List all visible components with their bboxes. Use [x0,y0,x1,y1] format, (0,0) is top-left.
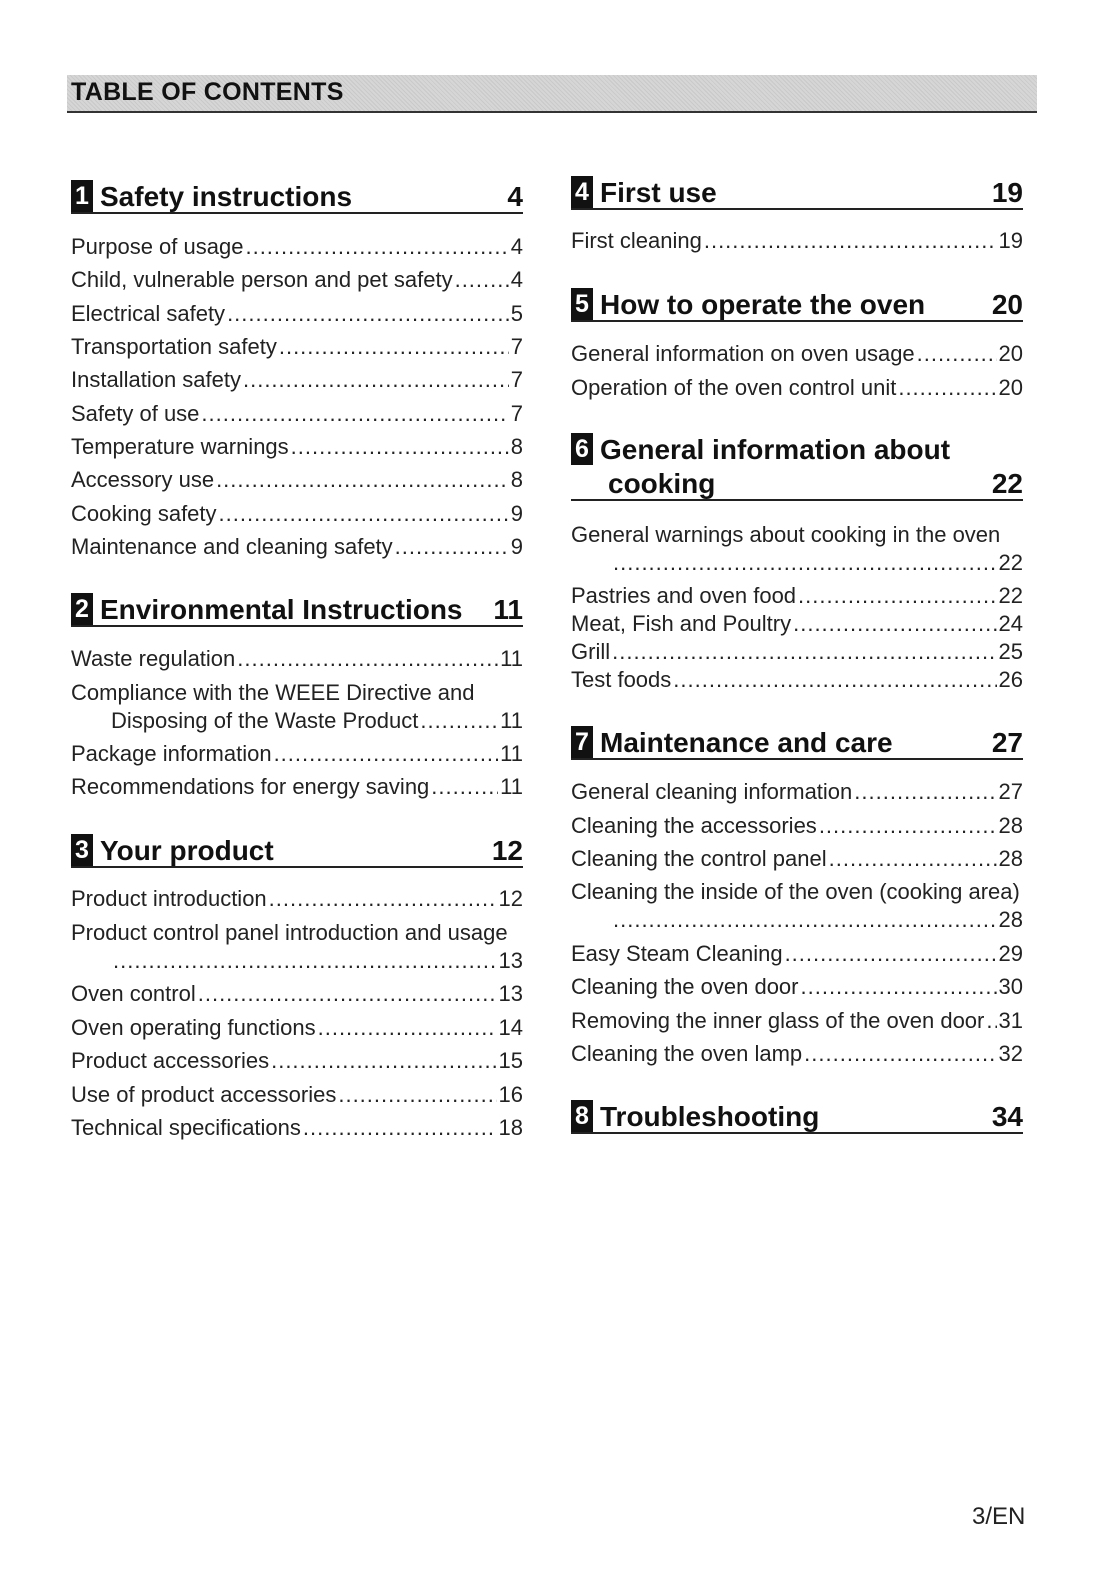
dot-leader [801,973,997,1001]
toc-entry-label: Installation safety [71,367,241,392]
toc-entry-label: Transportation safety [71,334,277,359]
section-number-badge: 8 [571,1100,593,1132]
dot-leader [245,233,508,261]
dot-leader [201,400,508,428]
toc-entry-label: Cooking safety [71,501,217,526]
toc-entry-page: 7 [510,401,523,426]
section-page-number: 22 [991,468,1023,499]
section-number-badge: 1 [71,180,93,212]
toc-entry-row [571,778,1023,806]
toc-entry-row [71,333,523,361]
toc-entry-label: First cleaning [571,228,702,253]
toc-entry-label: Cleaning the oven lamp [571,1041,803,1066]
toc-entry-page: 5 [510,301,523,326]
toc-entry-row [71,980,523,1008]
toc-entry-page: 28 [998,846,1023,871]
toc-entry-row [571,906,1023,934]
toc-entry[interactable] [571,521,1023,577]
section-number-badge: 7 [571,726,593,758]
dot-leader [113,947,497,975]
section-page-number: 19 [991,177,1023,208]
toc-entry-label: Easy Steam Cleaning [571,941,783,966]
toc-entry-row [571,227,1023,255]
toc-entry-label-line1: Cleaning the inside of the oven (cooking area) [571,879,1020,904]
toc-entry-row [71,773,523,801]
toc-entry-page: 22 [998,550,1023,575]
dot-leader [303,1114,497,1142]
toc-entry-row [571,845,1023,873]
section-page-number: 11 [493,594,523,625]
toc-entry-page: 7 [510,367,523,392]
toc-entry-page: 27 [998,779,1023,804]
toc-entry-page: 9 [510,534,523,559]
toc-entry-page: 11 [500,646,523,671]
dot-leader [237,645,498,673]
dot-leader [216,466,509,494]
toc-entry[interactable] [71,773,523,801]
dot-leader [291,433,509,461]
toc-entry-row [571,812,1023,840]
toc-entry[interactable] [571,878,1023,934]
toc-entry-page: 31 [998,1008,1023,1033]
section-number-badge: 2 [71,593,93,625]
toc-entry-row [71,1014,523,1042]
dot-leader [793,610,996,638]
toc-entry[interactable] [571,227,1023,255]
toc-entry-label: Pastries and oven food [571,583,797,608]
toc-entry-label: General cleaning information [571,779,853,804]
toc-entry[interactable] [71,433,523,461]
toc-entry-label: Test foods [571,667,672,692]
toc-entry-page: 12 [498,886,523,911]
toc-entry-row [71,433,523,461]
toc-entry[interactable] [71,885,523,913]
dot-leader [819,812,997,840]
toc-entry[interactable] [71,679,523,735]
toc-entry-label: Removing the inner glass of the oven door [571,1008,985,1033]
toc-entry[interactable] [571,1040,1023,1068]
toc-entry-row [71,400,523,428]
dot-leader [395,533,509,561]
section-heading-line2 [571,469,1023,499]
toc-entry-row [71,645,523,673]
toc-entry-label: Safety of use [71,401,200,426]
toc-entry[interactable] [71,366,523,394]
toc-entry-page: 28 [998,813,1023,838]
toc-entry-label: Accessory use [71,467,215,492]
section-number-badge: 5 [571,288,593,320]
section-heading[interactable] [571,433,1023,501]
section-title: Maintenance and care [600,727,893,758]
toc-entry-page: 4 [510,267,523,292]
toc-entry-page: 8 [510,467,523,492]
toc-entry-page: 24 [998,611,1023,636]
toc-entry-page: 32 [998,1041,1023,1066]
dot-leader [431,773,498,801]
section-title: How to operate the oven [600,289,926,320]
toc-entry-page: 16 [498,1082,523,1107]
section-heading[interactable] [571,726,1023,760]
toc-entry[interactable] [71,1081,523,1109]
toc-entry-page: 11 [500,708,523,733]
toc-title: TABLE OF CONTENTS [71,78,344,106]
toc-entry[interactable] [71,919,523,975]
toc-entry-page: 25 [998,639,1023,664]
toc-entry-row [71,466,523,494]
section-title: Your product [100,835,274,866]
toc-header-bar [67,75,1037,113]
toc-entry-row [571,1040,1023,1068]
dot-leader [829,845,997,873]
toc-entry-label: Child, vulnerable person and pet safety [71,267,453,292]
toc-entry[interactable] [571,845,1023,873]
toc-entry-label: Recommendations for energy saving [71,774,430,799]
toc-entry-row [71,266,523,294]
section-heading[interactable] [571,176,1023,210]
toc-entry-row [571,638,1023,666]
toc-entry[interactable] [571,778,1023,806]
toc-entry-row [571,666,1023,694]
toc-entry-page: 18 [498,1115,523,1140]
toc-entry[interactable] [71,740,523,768]
toc-entry-page: 13 [498,981,523,1006]
section-title: First use [600,177,717,208]
toc-entry[interactable] [571,610,1023,638]
section-page-number: 20 [991,289,1023,320]
toc-entry-page: 22 [998,583,1023,608]
dot-leader [271,1047,496,1075]
dot-leader [227,300,509,328]
toc-entry-label: Package information [71,741,272,766]
toc-entry-page: 11 [500,741,523,766]
toc-entry[interactable] [71,533,523,561]
toc-entry-row [71,233,523,261]
toc-entry[interactable] [71,300,523,328]
toc-entry-row [571,374,1023,402]
dot-leader [269,885,497,913]
section-title: Troubleshooting [600,1101,820,1132]
dot-leader [673,666,996,694]
toc-entry-page: 29 [998,941,1023,966]
toc-entry[interactable] [571,374,1023,402]
toc-entry-page: 26 [998,667,1023,692]
toc-entry-row [571,973,1023,1001]
toc-entry-label: Cleaning the accessories [571,813,817,838]
toc-entry-label: Use of product accessories [71,1082,337,1107]
toc-entry-page: 20 [998,375,1023,400]
toc-entry[interactable] [71,980,523,1008]
toc-entry[interactable] [571,666,1023,694]
toc-entry-row [571,582,1023,610]
section-page-number: 4 [507,181,523,212]
section-heading[interactable] [71,180,523,214]
toc-entry-label: Waste regulation [71,646,236,671]
toc-entry-label: Temperature warnings [71,434,289,459]
toc-entry-page: 9 [510,501,523,526]
dot-leader [219,500,509,528]
section-title-line2: cooking [608,468,716,499]
toc-entry-label: Technical specifications [71,1115,301,1140]
toc-entry-row [71,1081,523,1109]
toc-entry-page: 4 [510,234,523,259]
toc-entry-label: Product introduction [71,886,267,911]
toc-entry[interactable] [71,266,523,294]
dot-leader [279,333,509,361]
toc-entry-label: General information on oven usage [571,341,915,366]
dot-leader [704,227,997,255]
toc-entry-page: 20 [998,341,1023,366]
section-title: Environmental Instructions [100,594,463,625]
toc-entry[interactable] [71,400,523,428]
dot-leader [318,1014,497,1042]
section-heading[interactable] [571,1100,1023,1134]
dot-leader [198,980,497,1008]
toc-entry[interactable] [71,1014,523,1042]
dot-leader [613,549,997,577]
toc-entry-label: Purpose of usage [71,234,244,259]
toc-entry[interactable] [71,500,523,528]
dot-leader [804,1040,996,1068]
toc-entry-row [71,1047,523,1075]
toc-entry-label: Operation of the oven control unit [571,375,897,400]
toc-entry-page: 13 [498,948,523,973]
toc-entry[interactable] [571,940,1023,968]
toc-entry-row [571,1007,1023,1035]
section-page-number: 34 [991,1101,1023,1132]
section-number-badge: 4 [571,176,593,208]
toc-entry-row [71,707,523,735]
dot-leader [613,906,997,934]
toc-entry-label: Disposing of the Waste Product [111,708,419,733]
section-title: Safety instructions [100,181,353,212]
dot-leader [798,582,996,610]
toc-entry-row [71,885,523,913]
toc-entry-page: 30 [998,974,1023,999]
toc-entry-page: 7 [510,334,523,359]
toc-entry-page: 8 [510,434,523,459]
toc-entry[interactable] [571,973,1023,1001]
toc-entry[interactable] [71,466,523,494]
section-heading[interactable] [71,834,523,868]
dot-leader [785,940,997,968]
section-number-badge: 6 [571,433,593,465]
toc-entry-page: 14 [498,1015,523,1040]
toc-entry[interactable] [571,638,1023,666]
section-heading-line1 [571,433,1023,465]
toc-entry-label-line1: Product control panel introduction and usage [71,920,508,945]
toc-entry[interactable] [71,645,523,673]
toc-entry-row [571,549,1023,577]
toc-entry[interactable] [571,582,1023,610]
section-heading[interactable] [71,593,523,627]
toc-entry-row [571,610,1023,638]
toc-entry-label-line1: General warnings about cooking in the oven [571,522,1001,547]
toc-entry-row [71,740,523,768]
toc-entry[interactable] [71,333,523,361]
dot-leader [274,740,499,768]
toc-entry-page: 11 [500,774,523,799]
dot-leader [917,340,997,368]
toc-entry-row [71,533,523,561]
toc-entry-label: Grill [571,639,611,664]
section-title: General information about [600,434,951,465]
dot-leader [612,638,996,666]
dot-leader [243,366,509,394]
toc-entry-label: Cleaning the control panel [571,846,827,871]
toc-entry[interactable] [71,1114,523,1142]
toc-entry-label-line1: Compliance with the WEEE Directive and [71,680,475,705]
toc-entry-row [71,1114,523,1142]
dot-leader [420,707,498,735]
dot-leader [338,1081,496,1109]
toc-entry-label: Cleaning the oven door [571,974,799,999]
dot-leader [455,266,509,294]
toc-entry-row [571,940,1023,968]
toc-entry-row [571,340,1023,368]
toc-entry[interactable] [71,1047,523,1075]
dot-leader [854,778,996,806]
toc-entry-label: Electrical safety [71,301,226,326]
page-number: 3/EN [972,1503,1026,1530]
dot-leader [986,1007,996,1035]
dot-leader [898,374,996,402]
section-number-badge: 3 [71,834,93,866]
toc-entry-label: Meat, Fish and Poultry [571,611,792,636]
toc-entry-label: Product accessories [71,1048,270,1073]
section-page-number: 12 [491,835,523,866]
toc-entry-page: 28 [998,907,1023,932]
toc-entry-label: Oven control [71,981,196,1006]
toc-entry-row [71,300,523,328]
toc-entry-label: Oven operating functions [71,1015,316,1040]
toc-entry-page: 19 [998,228,1023,253]
toc-entry[interactable] [571,812,1023,840]
section-heading[interactable] [571,288,1023,322]
toc-entry[interactable] [571,1007,1023,1035]
toc-entry-row [71,947,523,975]
toc-entry-row [71,366,523,394]
toc-entry-row [71,500,523,528]
toc-entry[interactable] [71,233,523,261]
toc-entry-label: Maintenance and cleaning safety [71,534,393,559]
toc-entry-page: 15 [498,1048,523,1073]
toc-entry[interactable] [571,340,1023,368]
section-page-number: 27 [991,727,1023,758]
